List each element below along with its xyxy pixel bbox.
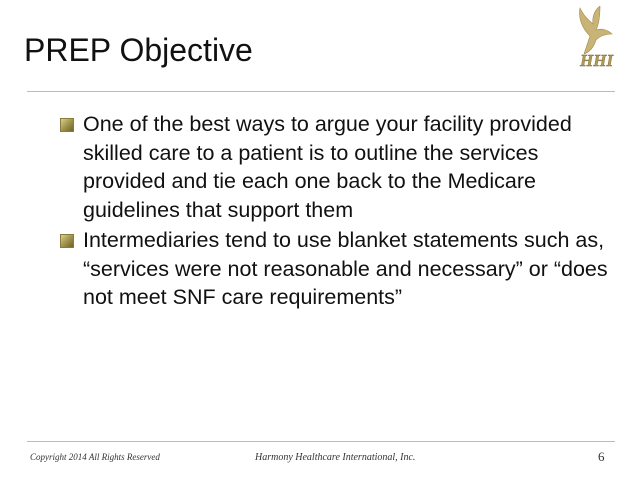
bullet-square-icon [60, 118, 74, 132]
title-divider [27, 91, 615, 92]
bullet-text: One of the best ways to argue your facility provided skilled care to a patient is to outline the services provided and tie each one back to the Medicare guidelines that support them [83, 112, 572, 222]
footer-copyright: Copyright 2014 All Rights Reserved [30, 452, 160, 462]
logo-text: HHI [580, 51, 614, 70]
dove-icon [579, 6, 612, 54]
slide-title: PREP Objective [24, 32, 253, 68]
footer-company: Harmony Healthcare International, Inc. [255, 452, 416, 463]
bullet-square-icon [60, 234, 74, 248]
bullet-text: Intermediaries tend to use blanket statements such as, “services were not reasonable and necessary” or “does not meet SNF care requirements” [83, 228, 608, 309]
page-number: 6 [598, 449, 605, 464]
footer-divider [27, 441, 615, 442]
bullet-list [60, 110, 620, 314]
bullet-item [60, 110, 620, 224]
bullet-item [60, 226, 620, 312]
hhi-logo [560, 6, 622, 72]
